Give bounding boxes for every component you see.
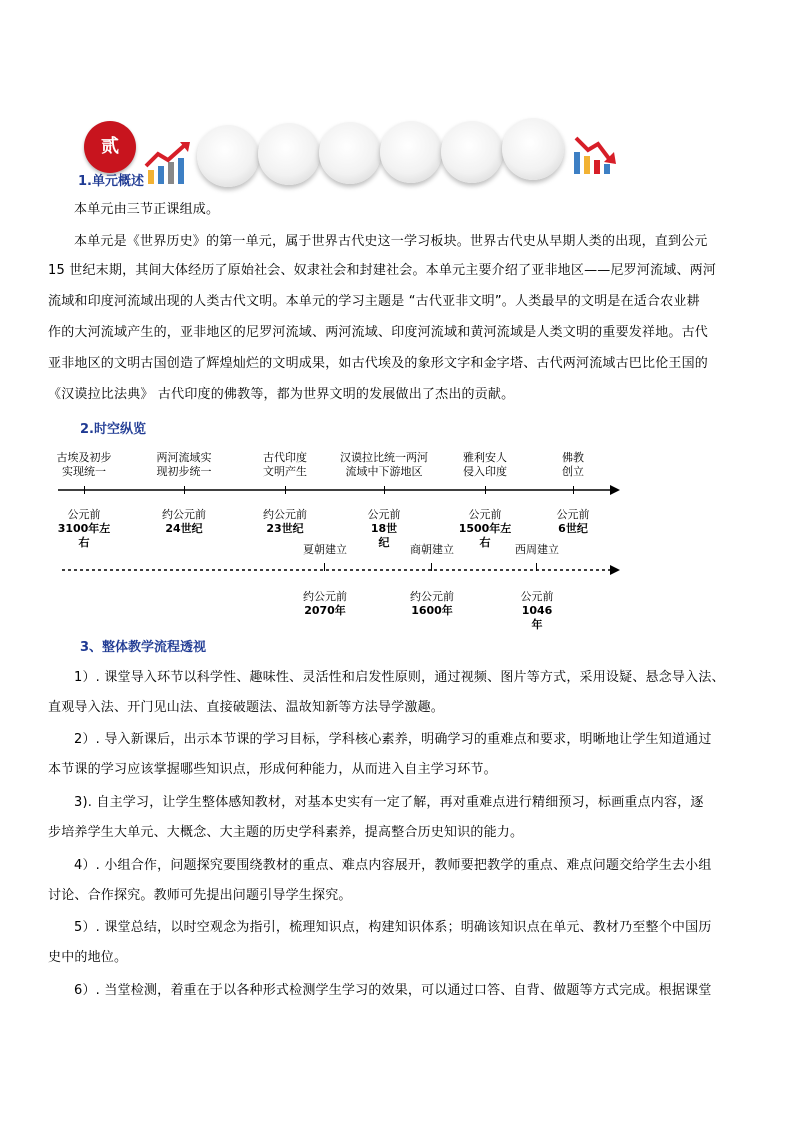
decorative-ball-6 xyxy=(502,118,564,180)
timeline-date: 约公元前 24世纪 xyxy=(162,508,206,535)
intro-line: 本单元由三节正课组成。 xyxy=(74,202,220,217)
timeline-event: 商朝建立 xyxy=(410,543,454,556)
overview-line-6: 《汉谟拉比法典》 古代印度的佛教等，都为世界文明的发展做出了杰出的贡献。 xyxy=(48,387,515,402)
growth-chart-icon xyxy=(142,140,192,188)
process-4-line-2: 讨论、合作探究。教师可先提出问题引导学生探究。 xyxy=(48,888,352,903)
timeline-date: 公元前 3100年左 右 xyxy=(57,508,111,549)
timeline-event: 古埃及初步 实现统一 xyxy=(56,451,112,478)
process-3-line-2: 步培养学生大单元、大概念、大主题的历史学科素养，提高整合历史知识的能力。 xyxy=(48,825,524,840)
process-2-line-1: 2）. 导入新课后，出示本节课的学习目标，学科核心素养，明确学习的重难点和要求，明晰地让学生知道通过 xyxy=(74,732,712,747)
process-5-line-2: 史中的地位。 xyxy=(48,950,128,965)
timeline-date: 公元前 1046 年 xyxy=(520,590,554,631)
overview-line-3: 流域和印度河流域出现的人类古代文明。本单元的学习主题是 “古代亚非文明”。人类最早的文明是在适合农业耕 xyxy=(48,294,700,309)
section-2-heading: 2.时空纵览 xyxy=(80,422,146,437)
overview-line-1: 本单元是《世界历史》的第一单元，属于世界古代史这一学习板块。世界古代史从早期人类的出现，直到公元 xyxy=(74,234,708,249)
timeline-event: 夏朝建立 xyxy=(303,543,347,556)
process-1-line-2: 直观导入法、开门见山法、直接破题法、温故知新等方法导学激趣。 xyxy=(48,700,445,715)
decorative-ball-2 xyxy=(258,123,320,185)
process-5-line-1: 5）. 课堂总结，以时空观念为指引，梳理知识点，构建知识体系；明确该知识点在单元、教材乃至整个中国历 xyxy=(74,920,712,935)
decorative-ball-3 xyxy=(319,122,381,184)
decorative-ball-4 xyxy=(380,121,442,183)
decline-chart-icon xyxy=(570,134,618,178)
timeline-event: 两河流域实 现初步统一 xyxy=(156,451,212,478)
process-6-line-1: 6）. 当堂检测，着重在于以各种形式检测学生学习的效果，可以通过口答、自背、做题等方式完成。根据课堂 xyxy=(74,983,712,998)
process-1-line-1: 1）. 课堂导入环节以科学性、趣味性、灵活性和启发性原则，通过视频、图片等方式，采用设疑、悬念导入法、 xyxy=(74,670,725,685)
process-4-line-1: 4）. 小组合作，问题探究要围绕教材的重点、难点内容展开，教师要把教学的重点、难点问题交给学生去小组 xyxy=(74,858,712,873)
timeline-event: 汉谟拉比统一两河 流域中下游地区 xyxy=(340,451,428,478)
section-number-badge: 贰 xyxy=(84,121,136,173)
timeline-event: 古代印度 文明产生 xyxy=(263,451,307,478)
overview-line-4: 作的大河流域产生的，亚非地区的尼罗河流域、两河流域、印度河流域和黄河流域是人类文明的重要发祥地。古代 xyxy=(48,325,709,340)
timeline-event: 佛教 创立 xyxy=(562,451,584,478)
overview-line-5: 亚非地区的文明古国创造了辉煌灿烂的文明成果，如古代埃及的象形文字和金字塔、古代两河流域古巴比伦王国的 xyxy=(48,356,709,371)
timeline-date: 约公元前 2070年 xyxy=(303,590,347,617)
overview-line-2: 15 世纪末期，其间大体经历了原始社会、奴隶社会和封建社会。本单元主要介绍了亚非地区——尼罗河流域、两河 xyxy=(48,263,717,278)
timeline-event: 雅利安人 侵入印度 xyxy=(463,451,507,478)
timeline-date: 约公元前 23世纪 xyxy=(263,508,307,535)
decorative-ball-5 xyxy=(441,121,503,183)
timeline-date: 公元前 18世 纪 xyxy=(367,508,401,549)
timeline-event: 西周建立 xyxy=(515,543,559,556)
process-2-line-2: 本节课的学习应该掌握哪些知识点，形成何种能力，从而进入自主学习环节。 xyxy=(48,762,497,777)
section-3-heading: 3、整体教学流程透视 xyxy=(80,640,207,655)
timeline-date: 公元前 1500年左 右 xyxy=(458,508,512,549)
process-3-line-1: 3). 自主学习，让学生整体感知教材，对基本史实有一定了解，再对重难点进行精细预习，标画重点内容，逐 xyxy=(74,795,704,810)
timeline-date: 公元前 6世纪 xyxy=(556,508,590,535)
timeline-world-axis xyxy=(58,484,620,496)
decorative-ball-1 xyxy=(197,125,259,187)
timeline-date: 约公元前 1600年 xyxy=(410,590,454,617)
partial-heading: 1.单元概述 xyxy=(78,174,144,189)
